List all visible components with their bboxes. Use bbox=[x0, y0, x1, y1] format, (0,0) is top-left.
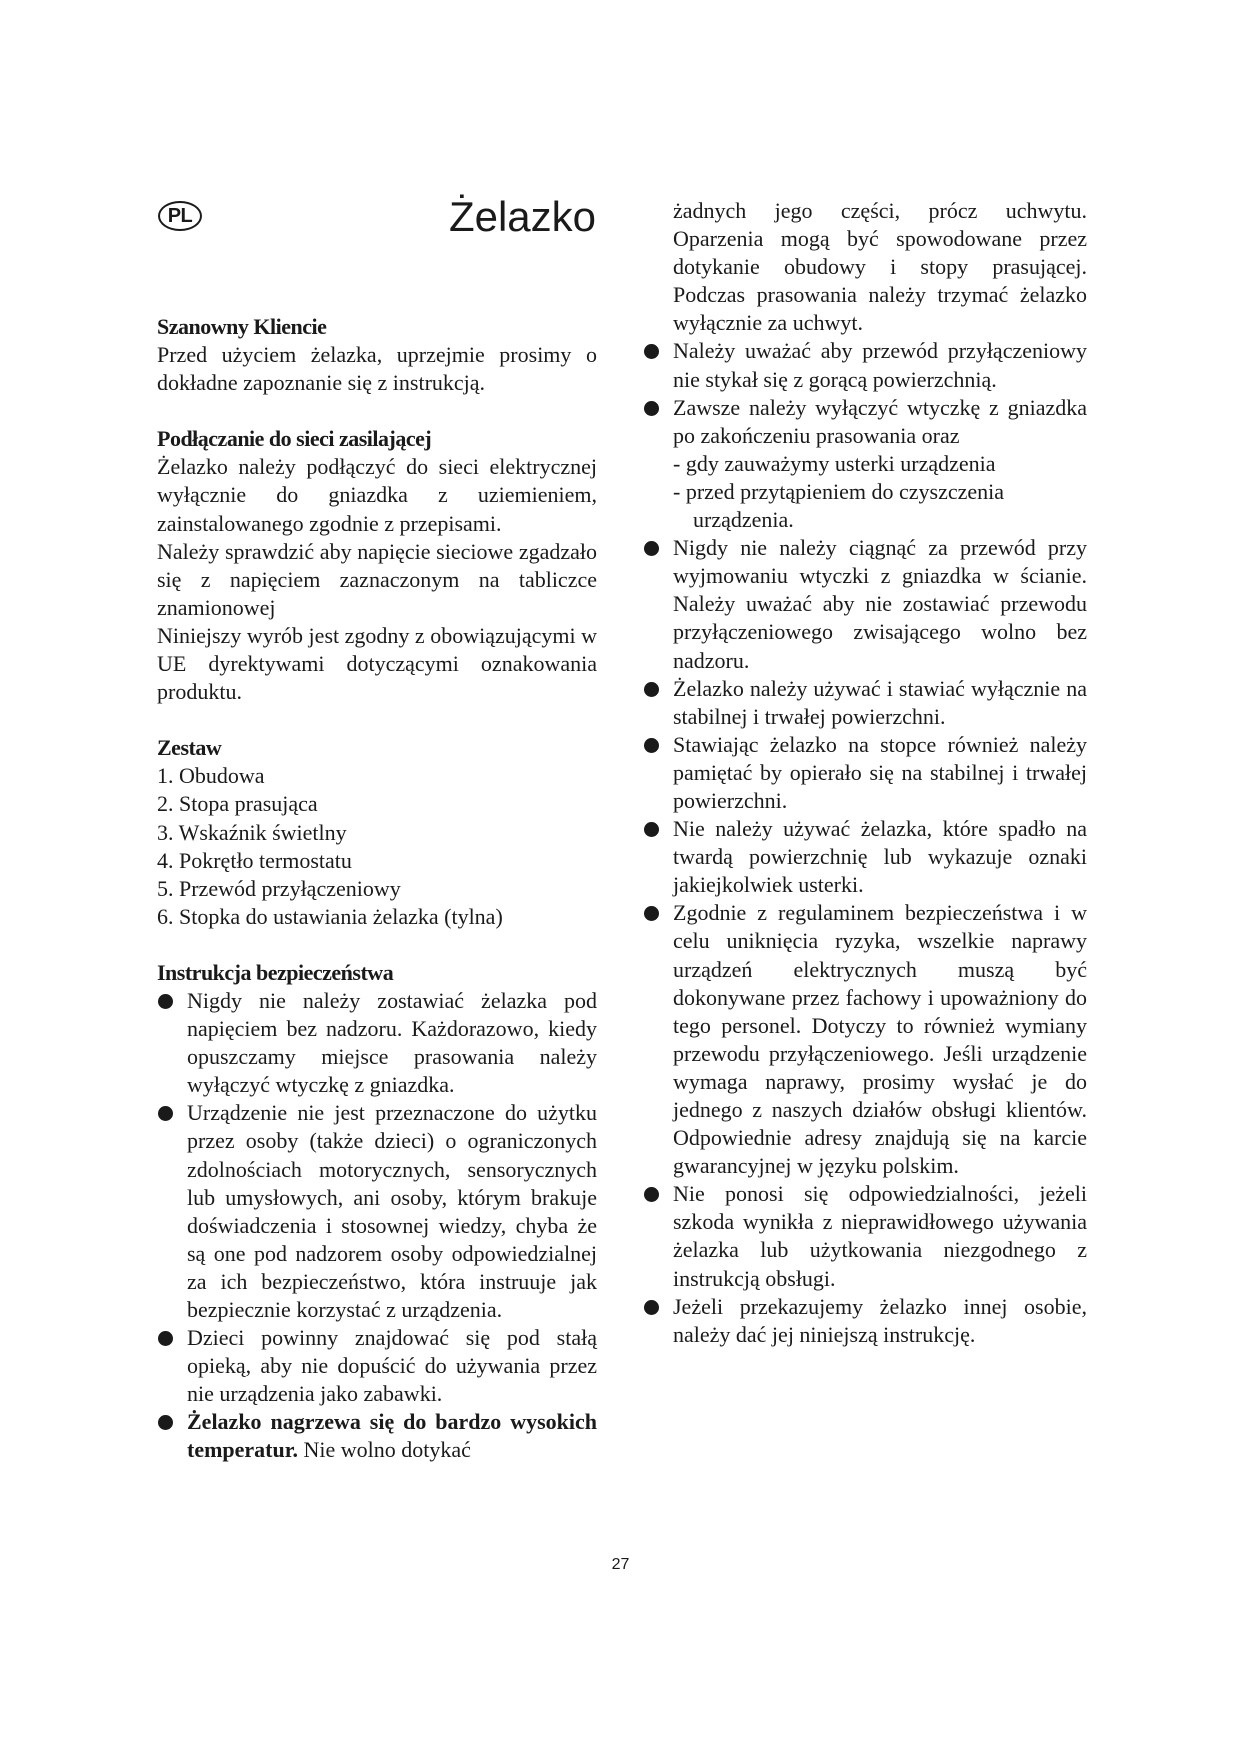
bullet-dot-icon bbox=[158, 1331, 173, 1346]
safety-bullet bbox=[157, 1324, 597, 1408]
page-number: 27 bbox=[611, 1556, 630, 1573]
bullet-dot-icon bbox=[644, 906, 659, 921]
safety-bullet-text: Jeżeli przekazujemy żelazko innej osobie, należy dać jej niniejszą instrukcję. bbox=[673, 1293, 1087, 1347]
safety-bullet-text: Żelazko należy używać i stawiać wyłącznie na stabilnej i trwałej powierzchni. bbox=[673, 675, 1087, 729]
kit-item: 5. Przewód przyłączeniowy bbox=[157, 875, 401, 901]
greeting-text: Przed użyciem żelazka, uprzejmie prosimy o dokładne zapoznanie się z instrukcją. bbox=[157, 342, 597, 396]
safety-bullet-text: Nie ponosi się odpowiedzialności, jeżeli szkoda wynikła z nieprawidłowego używania żelazka lub użytkowania niezgodnego z instrukcją obsługi. bbox=[673, 1181, 1087, 1291]
safety-bullet-text: Stawiając żelazko na stopce również należy pamiętać by opierało się na stabilnej i trwałej powierzchni. bbox=[673, 731, 1087, 813]
bullet-dot-icon bbox=[158, 1415, 173, 1430]
hot-warning-bold-text: Żelazko nagrzewa się do bardzo wysokich temperatur. bbox=[187, 1409, 597, 1463]
connection-paragraph: Należy sprawdzić aby napięcie sieciowe zgadzało się z napięciem zaznaczonym na tabliczce znamionowej bbox=[157, 538, 597, 620]
safety-bullet bbox=[643, 1293, 1087, 1349]
right-column bbox=[643, 197, 1087, 1349]
safety-bullet bbox=[643, 731, 1087, 815]
safety-bullet bbox=[157, 1099, 597, 1324]
kit-item: 6. Stopka do ustawiania żelazka (tylna) bbox=[157, 903, 503, 929]
hot-warning-continuation: żadnych jego części, prócz uchwytu. Oparzenia mogą być spowodowane przez dotykanie obudowy i stopy prasującej. Podczas prasowania należy trzymać żelazko wyłącznie za uchwyt. bbox=[673, 198, 1087, 336]
bullet-dot-icon bbox=[158, 994, 173, 1009]
safety-bullet-text: Dzieci powinny znajdować się pod stałą opieką, aby nie dopuścić do używania przez nie urządzenia jako zabawki. bbox=[187, 1325, 597, 1407]
bullet-dot-icon bbox=[644, 1187, 659, 1202]
page-title: Żelazko bbox=[448, 193, 596, 240]
unplug-subitem: - przed przytąpieniem do czyszczenia bbox=[673, 478, 1005, 504]
language-badge: PL bbox=[158, 201, 202, 231]
safety-bullet bbox=[643, 675, 1087, 731]
safety-bullet bbox=[643, 337, 1087, 393]
safety-bullet-text: Nigdy nie należy zostawiać żelazka pod napięciem bez nadzoru. Każdorazowo, kiedy opuszczamy miejsce prasowania należy wyłączyć wtyczkę z gniazdka. bbox=[187, 987, 597, 1098]
safety-bullet-text: Nigdy nie należy ciągnąć za przewód przy wyjmowaniu wtyczki z gniazdka w ścianie. Należy uważać aby nie zostawiać przewodu przyłączeniowego zwisającego wolno bez nadzoru. bbox=[673, 535, 1087, 673]
kit-item: 1. Obudowa bbox=[157, 763, 265, 789]
bullet-dot-icon bbox=[644, 344, 659, 359]
safety-bullet-text: Należy uważać aby przewód przyłączeniowy nie stykał się z gorącą powierzchnią. bbox=[673, 338, 1087, 392]
connection-paragraph: Niniejszy wyrób jest zgodny z obowiązującymi w UE dyrektywami dotyczącymi oznakowania produktu. bbox=[157, 622, 597, 705]
safety-bullet bbox=[157, 987, 597, 1099]
bullet-dot-icon bbox=[644, 738, 659, 753]
hot-warning-text: Nie wolno dotykać bbox=[298, 1437, 471, 1463]
left-column bbox=[157, 313, 597, 1465]
safety-bullet bbox=[643, 1180, 1087, 1292]
greeting-heading: Szanowny Kliencie bbox=[157, 314, 327, 339]
kit-heading: Zestaw bbox=[157, 735, 222, 761]
connection-paragraph: Żelazko należy podłączyć do sieci elektrycznej wyłącznie do gniazdka z uziemieniem, zainstalowanego zgodnie z przepisami. bbox=[157, 454, 597, 536]
safety-bullet-text: Nie należy używać żelazka, które spadło na twardą powierzchnię lub wykazuje oznaki jakiejkolwiek usterki. bbox=[673, 816, 1087, 898]
unplug-subitem: - gdy zauważymy usterki urządzenia bbox=[673, 450, 996, 476]
safety-bullet bbox=[643, 815, 1087, 899]
safety-bullet-text: Urządzenie nie jest przeznaczone do użytku przez osoby (także dzieci) o ograniczonych zdolnościach motorycznych, sensorycznych lub umysłowych, ani osoby, którym brakuje doświadczenia i stosownej wiedzy, chyba że są one pod nadzorem osoby odpowiedzialnej za ich bezpieczeństwo, która instruuje jak bezpiecznie korzystać z urządzenia. bbox=[187, 1100, 597, 1322]
bullet-dot-icon bbox=[644, 541, 659, 556]
kit-item: 2. Stopa prasująca bbox=[157, 791, 318, 817]
bullet-dot-icon bbox=[644, 401, 659, 416]
kit-item: 3. Wskaźnik świetlny bbox=[157, 819, 347, 845]
safety-bullet bbox=[643, 899, 1087, 1180]
bullet-dot-icon bbox=[644, 822, 659, 837]
kit-item: 4. Pokrętło termostatu bbox=[157, 847, 352, 873]
bullet-dot-icon bbox=[158, 1106, 173, 1121]
safety-bullet-text: Zawsze należy wyłączyć wtyczkę z gniazdka po zakończeniu prasowania oraz bbox=[673, 394, 1087, 448]
safety-bullet-text: Zgodnie z regulaminem bezpieczeństwa i w celu uniknięcia ryzyka, wszelkie naprawy urządzeń elektrycznych muszą być dokonywane przez fachowy i upoważniony do tego personel. Dotyczy to również wymiany przewodu przyłączeniowego. Jeśli urządzenie wymaga naprawy, prosimy wysłać je do jednego z naszych działów obsługi klientów. Odpowiednie adresy znajdują się na karcie gwarancyjnej w języku polskim. bbox=[673, 900, 1087, 1179]
safety-bullet-hot-warning bbox=[157, 1408, 597, 1464]
safety-heading: Instrukcja bezpieczeństwa bbox=[157, 959, 394, 985]
safety-bullet bbox=[643, 534, 1087, 674]
safety-bullet-unplug bbox=[643, 394, 1087, 450]
bullet-dot-icon bbox=[644, 682, 659, 697]
unplug-subitem-continuation: urządzenia. bbox=[693, 507, 794, 533]
bullet-dot-icon bbox=[644, 1300, 659, 1315]
connection-heading: Podłączanie do sieci zasilającej bbox=[157, 426, 432, 452]
